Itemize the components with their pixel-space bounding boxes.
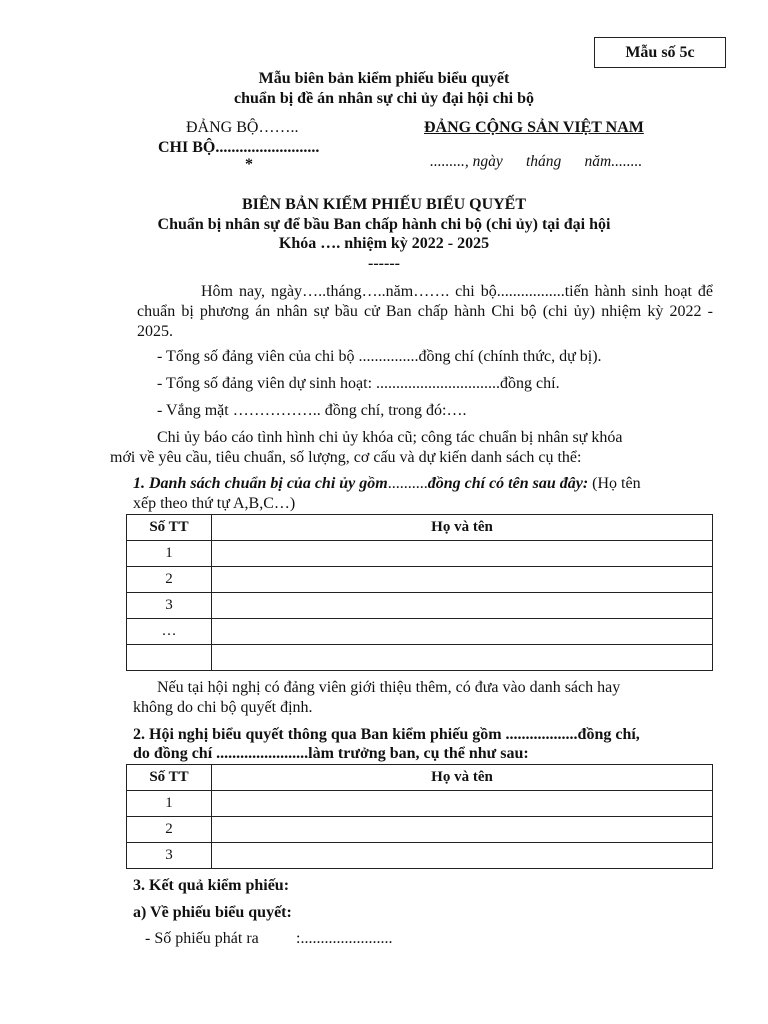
document-title: BIÊN BẢN KIỂM PHIẾU BIỂU QUYẾT — [241, 196, 527, 213]
name-cell[interactable] — [212, 645, 713, 671]
table-row — [127, 567, 713, 593]
party-name: ĐẢNG CỘNG SẢN VIỆT NAM — [424, 119, 644, 136]
intro-paragraph: Hôm nay, ngày…..tháng…..năm……. chi bộ.................tiến hành sinh hoạt để chuẩn bị phương án nhân sự bầu cử Ban chấp hành Chi bộ (chi ủy) nhiệm kỳ 2022 - 2025. — [137, 283, 713, 340]
col-header-number: Số TT — [127, 515, 212, 541]
section1-heading-part2: đồng chí có tên sau đây: — [427, 475, 589, 492]
col-header-number: Số TT — [127, 765, 212, 791]
row-number: 2 — [127, 567, 212, 593]
name-cell[interactable] — [212, 791, 713, 817]
candidate-table-header — [127, 515, 713, 541]
row-number — [127, 645, 212, 671]
ballots-issued-value: :....................... — [296, 930, 393, 947]
section1-heading-tail: (Họ tên — [588, 475, 641, 492]
name-cell[interactable] — [212, 619, 713, 645]
note-line-1: Nếu tại hội nghị có đảng viên giới thiệu thêm, có đưa vào danh sách hay — [157, 679, 621, 696]
section1-heading-part1: 1. Danh sách chuẩn bị của chi ủy gồm — [133, 475, 388, 492]
branch-name: CHI BỘ.......................... — [158, 139, 320, 156]
table-row — [127, 791, 713, 817]
name-cell[interactable] — [212, 817, 713, 843]
name-cell[interactable] — [212, 843, 713, 869]
section3-heading: 3. Kết quả kiểm phiếu: — [133, 877, 290, 894]
document-subtitle-2: Khóa …. nhiệm kỳ 2022 - 2025 — [278, 235, 490, 252]
header-asterisk: * — [245, 156, 253, 173]
counting-board-table — [126, 764, 713, 869]
ballots-issued-label: - Số phiếu phát ra — [145, 930, 259, 947]
form-title-line2: chuẩn bị đề án nhân sự chi ủy đại hội chi bộ — [234, 90, 534, 107]
table-row — [127, 619, 713, 645]
counting-table-header — [127, 765, 713, 791]
section2-heading-line2: do đồng chí .......................làm trưởng ban, cụ thể như sau: — [133, 745, 529, 762]
section1-heading-line2: xếp theo thứ tự A,B,C…) — [133, 495, 296, 512]
row-number: 2 — [127, 817, 212, 843]
total-members-line: - Tổng số đảng viên của chi bộ ...............đồng chí (chính thức, dự bị). — [157, 348, 602, 365]
attending-members-line: - Tổng số đảng viên dự sinh hoạt: ...............................đồng chí. — [157, 375, 560, 392]
col-header-name: Họ và tên — [212, 515, 713, 541]
form-title-line1: Mẫu biên bản kiểm phiếu biểu quyết — [258, 70, 510, 87]
section3a-heading: a) Về phiếu biểu quyết: — [133, 904, 292, 921]
table-row — [127, 843, 713, 869]
section2-heading-line1: 2. Hội nghị biểu quyết thông qua Ban kiểm phiếu gồm ..................đồng chí, — [133, 726, 640, 743]
form-number-box: Mẫu số 5c — [594, 37, 726, 68]
report-line-1: Chi ủy báo cáo tình hình chi ủy khóa cũ; công tác chuẩn bị nhân sự khóa — [157, 429, 623, 446]
document-subtitle-1: Chuẩn bị nhân sự để bầu Ban chấp hành chi bộ (chi ủy) tại đại hội — [157, 216, 611, 233]
col-header-name: Họ và tên — [212, 765, 713, 791]
date-line: ........., ngày tháng năm........ — [430, 153, 643, 170]
name-cell[interactable] — [212, 541, 713, 567]
table-row — [127, 593, 713, 619]
table-row — [127, 645, 713, 671]
row-number: 3 — [127, 843, 212, 869]
section1-heading-dots: .......... — [387, 475, 428, 492]
row-number: 1 — [127, 791, 212, 817]
row-number: 1 — [127, 541, 212, 567]
section1-heading — [133, 475, 641, 493]
report-line-2: mới về yêu cầu, tiêu chuẩn, số lượng, cơ cấu và dự kiến danh sách cụ thể: — [110, 449, 582, 466]
absent-members-line: - Vắng mặt …………….. đồng chí, trong đó:…. — [157, 402, 467, 419]
name-cell[interactable] — [212, 593, 713, 619]
row-number: 3 — [127, 593, 212, 619]
table-row — [127, 541, 713, 567]
note-line-2: không do chi bộ quyết định. — [133, 699, 313, 716]
candidate-table — [126, 514, 713, 671]
title-separator: ------ — [368, 255, 400, 272]
table-row — [127, 817, 713, 843]
name-cell[interactable] — [212, 567, 713, 593]
party-committee: ĐẢNG BỘ…….. — [186, 119, 299, 136]
row-number: … — [127, 619, 212, 645]
